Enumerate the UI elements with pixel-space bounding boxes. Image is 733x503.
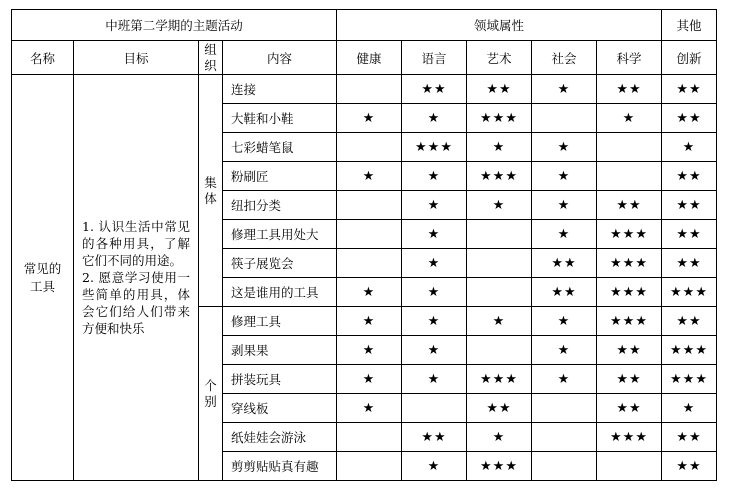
activity-name: 修理工具	[223, 307, 337, 336]
language-rating: ★	[402, 365, 467, 394]
society-rating: ★	[532, 365, 597, 394]
art-rating: ★★	[467, 75, 532, 104]
society-rating: ★	[532, 191, 597, 220]
health-rating: ★	[337, 278, 402, 307]
art-rating: ★★	[467, 394, 532, 423]
science-rating: ★★★	[597, 249, 662, 278]
art-rating	[467, 278, 532, 307]
innovation-rating: ★★	[662, 249, 717, 278]
society-rating: ★★	[532, 249, 597, 278]
activity-name: 纸娃娃会游泳	[223, 423, 337, 452]
science-rating: ★★	[597, 365, 662, 394]
art-rating: ★	[467, 191, 532, 220]
innovation-rating: ★★	[662, 423, 717, 452]
innovation-rating: ★★★	[662, 365, 717, 394]
society-rating: ★	[532, 336, 597, 365]
header-row-columns	[12, 41, 717, 75]
org-collective-cell	[199, 75, 223, 307]
art-rating: ★	[467, 307, 532, 336]
activity-name: 七彩蜡笔鼠	[223, 133, 337, 162]
theme-name: 常见的工具	[23, 260, 62, 294]
org-column-header-text: 组织	[204, 41, 217, 73]
innovation-rating: ★★	[662, 220, 717, 249]
society-column-header: 社会	[532, 41, 597, 75]
society-rating: ★	[532, 162, 597, 191]
science-rating	[597, 133, 662, 162]
innovation-column-header: 创新	[662, 41, 717, 75]
art-column-header: 艺术	[467, 41, 532, 75]
innovation-rating: ★★	[662, 307, 717, 336]
health-column-header: 健康	[337, 41, 402, 75]
art-rating	[467, 336, 532, 365]
language-rating: ★	[402, 307, 467, 336]
activity-row	[12, 75, 717, 104]
theme-goals-cell	[74, 75, 199, 481]
society-rating	[532, 104, 597, 133]
health-rating	[337, 452, 402, 481]
society-rating: ★★	[532, 278, 597, 307]
language-column-header: 语言	[402, 41, 467, 75]
activity-name: 大鞋和小鞋	[223, 104, 337, 133]
activity-name: 这是谁用的工具	[223, 278, 337, 307]
activity-name: 筷子展览会	[223, 249, 337, 278]
language-rating: ★	[402, 220, 467, 249]
activity-name: 拼装玩具	[223, 365, 337, 394]
language-rating: ★	[402, 452, 467, 481]
art-rating: ★★★	[467, 104, 532, 133]
art-rating: ★	[467, 423, 532, 452]
science-rating: ★★	[597, 336, 662, 365]
society-rating: ★	[532, 75, 597, 104]
innovation-rating: ★	[662, 394, 717, 423]
innovation-rating: ★★	[662, 452, 717, 481]
activity-name: 纽扣分类	[223, 191, 337, 220]
health-rating	[337, 220, 402, 249]
innovation-rating: ★★★	[662, 336, 717, 365]
domain-group-header: 领域属性	[337, 10, 662, 41]
org-collective-label: 集体	[204, 174, 217, 206]
health-rating: ★	[337, 365, 402, 394]
innovation-rating: ★★★	[662, 278, 717, 307]
society-rating	[532, 394, 597, 423]
language-rating: ★★	[402, 75, 467, 104]
goal-column-header: 目标	[74, 41, 199, 75]
society-rating: ★	[532, 220, 597, 249]
activity-name: 粉刷匠	[223, 162, 337, 191]
activity-name: 穿线板	[223, 394, 337, 423]
language-rating: ★★★	[402, 133, 467, 162]
innovation-rating: ★	[662, 133, 717, 162]
innovation-rating: ★★	[662, 75, 717, 104]
name-column-header: 名称	[12, 41, 74, 75]
language-rating: ★	[402, 191, 467, 220]
goal-item: 1. 认识生活中常见的各种用具，了解它们不同的用途。	[82, 219, 190, 268]
science-rating: ★★★	[597, 423, 662, 452]
science-rating: ★★★	[597, 220, 662, 249]
science-rating	[597, 452, 662, 481]
art-rating: ★★★	[467, 452, 532, 481]
table-title: 中班第二学期的主题活动	[12, 10, 337, 41]
header-row-groups	[12, 10, 717, 41]
society-rating	[532, 452, 597, 481]
innovation-rating: ★★	[662, 104, 717, 133]
science-rating: ★	[597, 104, 662, 133]
content-column-header: 内容	[223, 41, 337, 75]
science-rating: ★★★	[597, 307, 662, 336]
health-rating: ★	[337, 307, 402, 336]
society-rating: ★	[532, 133, 597, 162]
health-rating: ★	[337, 336, 402, 365]
activity-name: 剥果果	[223, 336, 337, 365]
goal-item: 2. 愿意学习使用一些简单的用具，体会它们给人们带来方便和快乐	[82, 270, 190, 336]
language-rating: ★★	[402, 423, 467, 452]
health-rating	[337, 423, 402, 452]
art-rating: ★	[467, 133, 532, 162]
org-individual-cell	[199, 307, 223, 481]
language-rating: ★	[402, 104, 467, 133]
health-rating: ★	[337, 104, 402, 133]
language-rating: ★	[402, 336, 467, 365]
theme-activity-table	[11, 9, 717, 481]
language-rating: ★	[402, 162, 467, 191]
org-individual-label: 个别	[204, 377, 217, 409]
innovation-rating: ★★	[662, 191, 717, 220]
health-rating: ★	[337, 162, 402, 191]
org-column-header	[199, 41, 223, 75]
art-rating	[467, 249, 532, 278]
science-rating: ★★★	[597, 278, 662, 307]
science-rating: ★★	[597, 394, 662, 423]
art-rating: ★★★	[467, 365, 532, 394]
science-rating	[597, 162, 662, 191]
language-rating: ★	[402, 249, 467, 278]
art-rating: ★★★	[467, 162, 532, 191]
activity-name: 连接	[223, 75, 337, 104]
innovation-rating: ★★	[662, 162, 717, 191]
science-column-header: 科学	[597, 41, 662, 75]
science-rating: ★★	[597, 75, 662, 104]
language-rating	[402, 394, 467, 423]
theme-goals	[82, 218, 190, 337]
health-rating	[337, 249, 402, 278]
language-rating: ★	[402, 278, 467, 307]
science-rating: ★★	[597, 191, 662, 220]
other-group-header: 其他	[662, 10, 717, 41]
society-rating	[532, 423, 597, 452]
health-rating	[337, 133, 402, 162]
health-rating	[337, 191, 402, 220]
society-rating: ★	[532, 307, 597, 336]
health-rating: ★	[337, 394, 402, 423]
health-rating	[337, 75, 402, 104]
activity-name: 剪剪贴贴真有趣	[223, 452, 337, 481]
art-rating	[467, 220, 532, 249]
theme-name-cell	[12, 75, 74, 481]
activity-name: 修理工具用处大	[223, 220, 337, 249]
